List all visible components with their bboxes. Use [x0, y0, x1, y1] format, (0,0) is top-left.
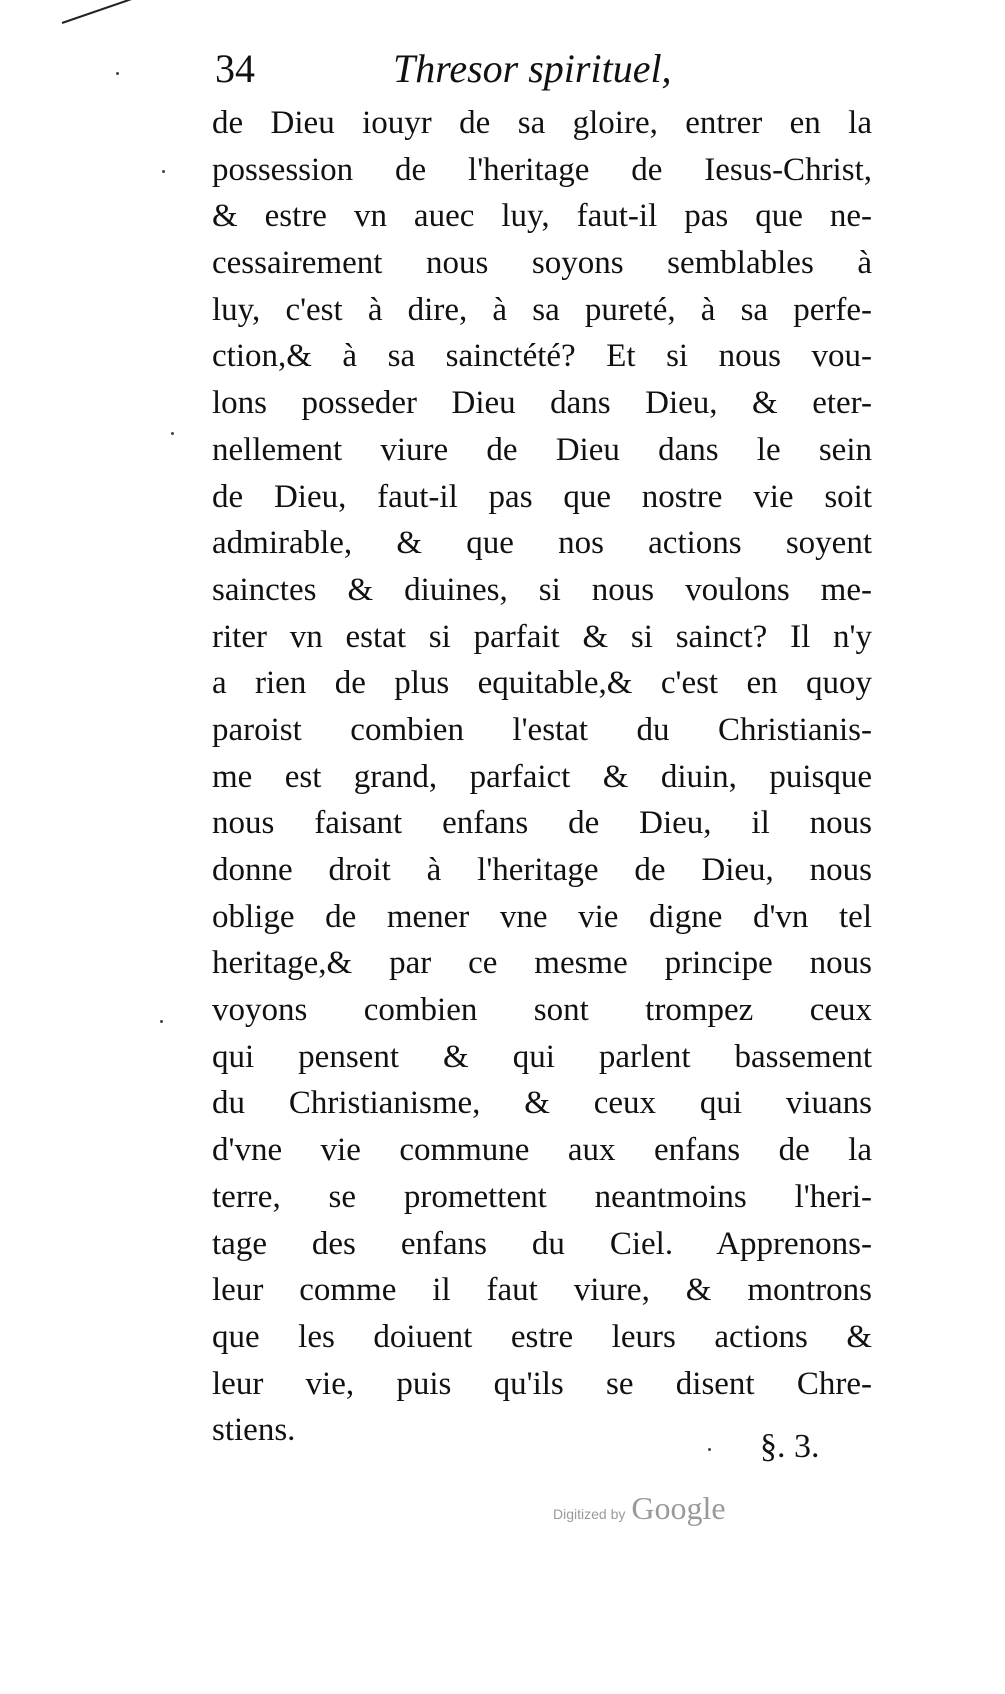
google-watermark: [553, 1490, 726, 1540]
text-line: d'vne vie commune aux enfans de la: [212, 1132, 872, 1169]
body-text: [212, 100, 872, 1454]
text-line: tage des enfans du Ciel. Apprenons-: [212, 1225, 872, 1262]
text-line: cessairement nous soyons semblables à: [212, 245, 872, 282]
text-line: leur vie, puis qu'ils se disent Chre-: [212, 1365, 872, 1402]
text-line: que les doiuent estre leurs actions &: [212, 1318, 872, 1355]
text-line: a rien de plus equitable,& c'est en quoy: [212, 665, 872, 702]
watermark-prefix: Digitized by: [553, 1506, 626, 1522]
text-line: sainctes & diuines, si nous voulons me-: [212, 571, 872, 608]
text-line: paroist combien l'estat du Christianis-: [212, 711, 872, 748]
text-line: oblige de mener vne vie digne d'vn tel: [212, 898, 872, 935]
text-line: stiens.: [212, 1412, 296, 1449]
text-line: nous faisant enfans de Dieu, il nous: [212, 805, 872, 842]
text-line: heritage,& par ce mesme principe nous: [212, 945, 872, 982]
ink-speck: [116, 72, 119, 75]
text-line: & estre vn auec luy, faut-il pas que ne-: [212, 198, 872, 235]
ink-speck: [160, 1020, 163, 1023]
text-line: leur comme il faut viure, & montrons: [212, 1272, 872, 1309]
text-line: riter vn estat si parfait & si sainct? Il n'y: [212, 618, 872, 655]
text-line: luy, c'est à dire, à sa pureté, à sa perfe-: [212, 291, 872, 328]
page-header: [215, 38, 835, 100]
text-line: ction,& à sa sainctété? Et si nous vou-: [212, 338, 872, 375]
page-number: 34: [215, 46, 255, 91]
running-head: Thresor spirituel,: [393, 46, 672, 91]
text-line: de Dieu iouyr de sa gloire, entrer en la: [212, 105, 872, 141]
ink-speck: [171, 432, 174, 435]
text-line: possession de l'heritage de Iesus-Christ,: [212, 151, 872, 188]
text-line: lons posseder Dieu dans Dieu, & eter-: [212, 385, 872, 422]
text-line: du Christianisme, & ceux qui viuans: [212, 1085, 872, 1122]
text-line: donne droit à l'heritage de Dieu, nous: [212, 852, 872, 888]
ink-speck: [162, 170, 165, 173]
text-line: terre, se promettent neantmoins l'heri-: [212, 1178, 872, 1215]
google-logo: Google: [631, 1490, 726, 1526]
text-line: me est grand, parfaict & diuin, puisque: [212, 758, 872, 795]
text-line: qui pensent & qui parlent bassement: [212, 1038, 872, 1075]
catchword: §. 3.: [760, 1428, 820, 1465]
text-line: nellement viure de Dieu dans le sein: [212, 431, 872, 468]
text-line: de Dieu, faut-il pas que nostre vie soit: [212, 478, 872, 515]
ink-stroke-mark: [62, 0, 136, 24]
text-line: voyons combien sont trompez ceux: [212, 992, 872, 1029]
text-line: admirable, & que nos actions soyent: [212, 525, 872, 562]
